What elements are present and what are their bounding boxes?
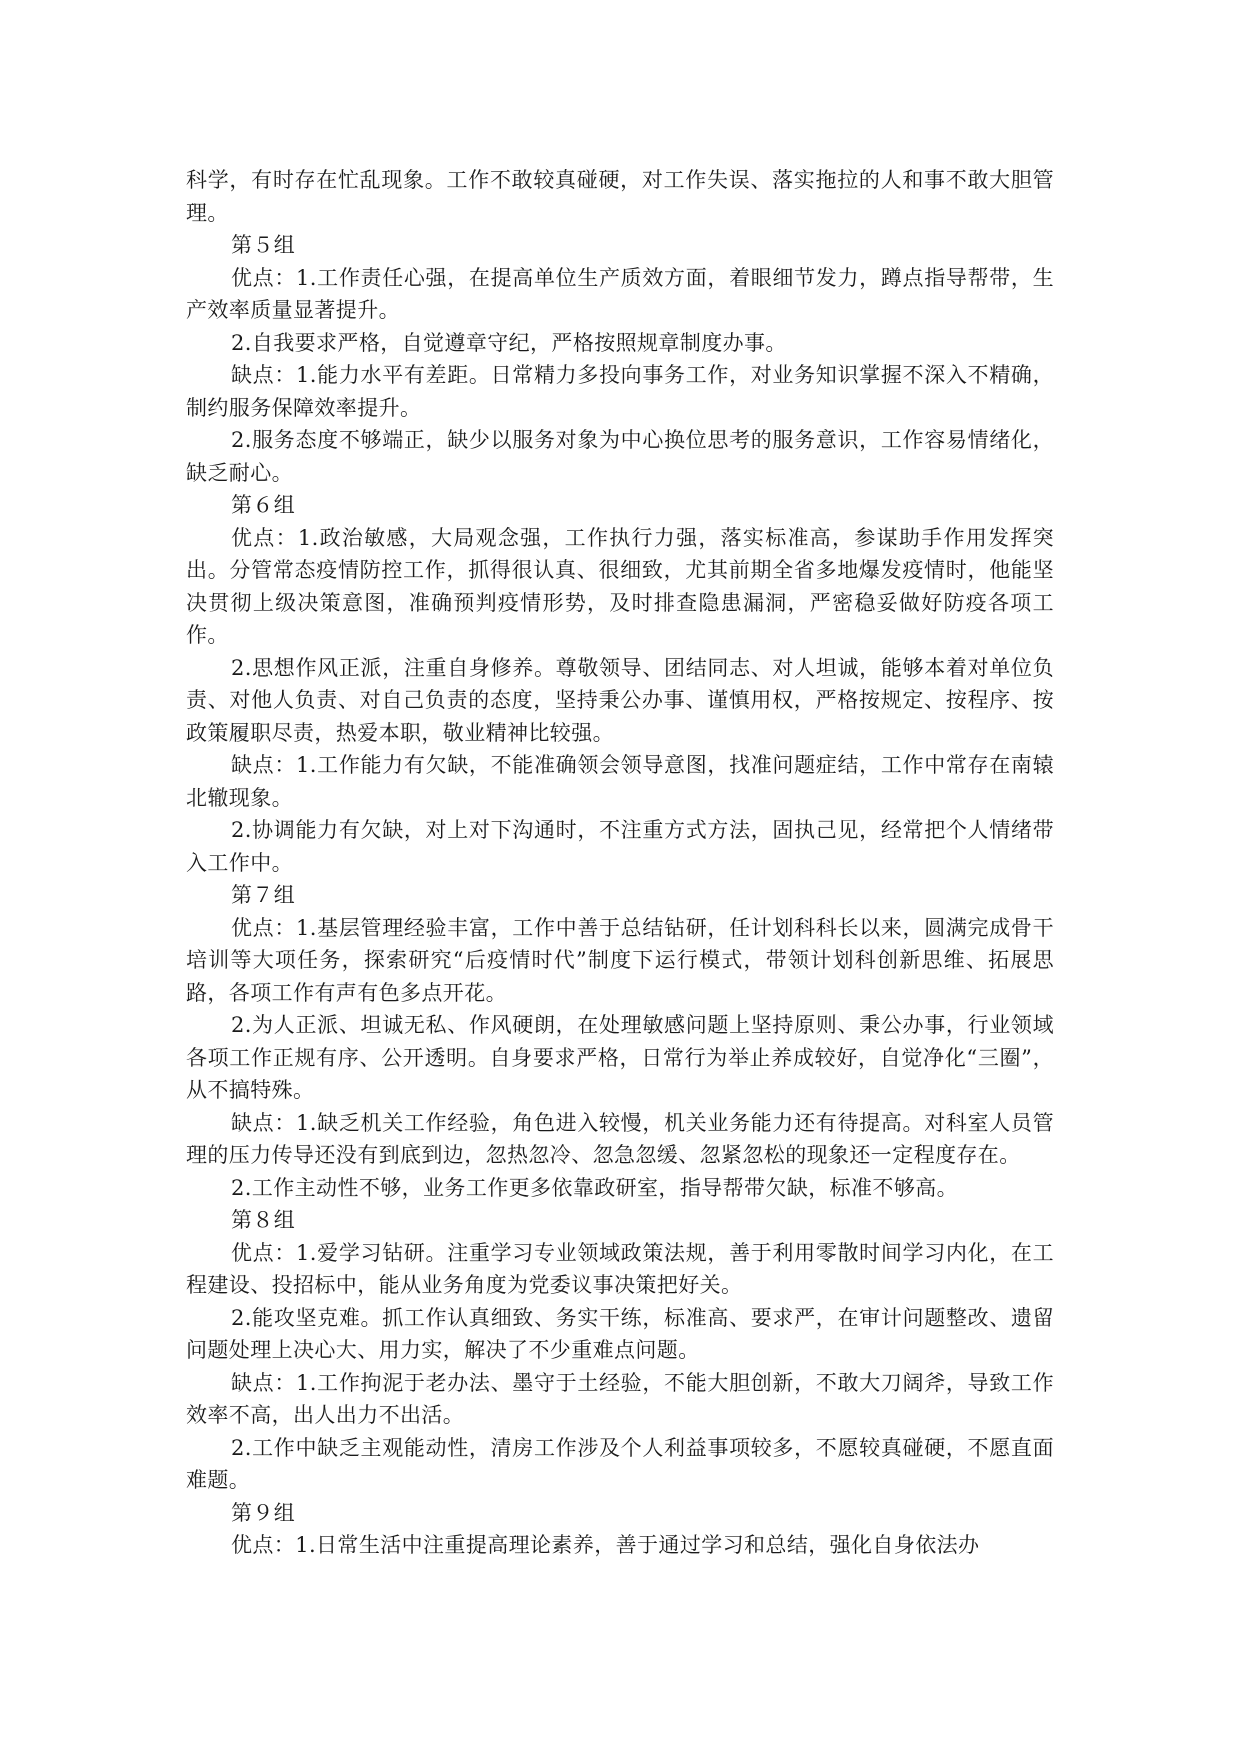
paragraph-22: 优点：1.日常生活中注重提高理论素养，善于通过学习和总结，强化自身依法办 <box>231 1533 980 1557</box>
paragraph-0: 科学，有时存在忙乱现象。工作不敢较真碰硬，对工作失误、落实拖拉的人和事不敢大胆管理。 <box>186 168 1054 225</box>
paragraph-14: 缺点：1.缺乏机关工作经验，角色进入较慢，机关业务能力还有待提高。对科室人员管理的压力传导还没有到底到边，忽热忽冷、忽急忽缓、忽紧忽松的现象还一定程度存在。 <box>186 1110 1054 1167</box>
paragraph-3: 2.自我要求严格，自觉遵章守纪，严格按照规章制度办事。 <box>231 330 787 355</box>
paragraph-10: 2.协调能力有欠缺，对上对下沟通时，不注重方式方法，固执己见，经常把个人情绪带入工作中。 <box>186 818 1054 875</box>
group-heading-5: 第５组 <box>231 233 296 257</box>
paragraph-19: 缺点：1.工作拘泥于老办法、墨守于土经验，不能大胆创新，不敢大刀阔斧，导致工作效率不高，出人出力不出活。 <box>186 1370 1054 1427</box>
group-heading-6: 第６组 <box>231 493 296 517</box>
paragraph-9: 缺点：1.工作能力有欠缺，不能准确领会领导意图，找准问题症结，工作中常存在南辕北辙现象。 <box>186 753 1054 810</box>
paragraph-2: 优点：1.工作责任心强，在提高单位生产质效方面，着眼细节发力，蹲点指导帮带，生产效率质量显著提升。 <box>186 265 1054 322</box>
group-heading-9: 第９组 <box>231 1500 296 1525</box>
paragraph-17: 优点：1.爱学习钻研。注重学习专业领域政策法规，善于利用零散时间学习内化，在工程建设、投招标中，能从业务角度为党委议事决策把好关。 <box>186 1240 1054 1297</box>
group-heading-8: 第８组 <box>231 1208 296 1232</box>
group-heading-7: 第７组 <box>231 883 296 907</box>
paragraph-8: 2.思想作风正派，注重自身修养。尊敬领导、团结同志、对人坦诚，能够本着对单位负责、对他人负责、对自己负责的态度，坚持秉公办事、谨慎用权，严格按规定、按程序、按政策履职尽责，热爱本职，敬业精神比较强。 <box>186 655 1054 745</box>
document-page <box>186 164 1054 1562</box>
paragraph-4: 缺点：1.能力水平有差距。日常精力多投向事务工作，对业务知识掌握不深入不精确，制约服务保障效率提升。 <box>186 363 1054 420</box>
paragraph-7: 优点：1.政治敏感，大局观念强，工作执行力强，落实标准高，参谋助手作用发挥突出。分管常态疫情防控工作，抓得很认真、很细致，尤其前期全省多地爆发疫情时，他能坚决贯彻上级决策意图，准确预判疫情形势，及时排查隐患漏洞，严密稳妥做好防疫各项工作。 <box>186 525 1054 647</box>
paragraph-15: 2.工作主动性不够，业务工作更多依靠政研室，指导帮带欠缺，标准不够高。 <box>231 1175 959 1200</box>
paragraph-20: 2.工作中缺乏主观能动性，清房工作涉及个人利益事项较多，不愿较真碰硬，不愿直面难题。 <box>186 1435 1054 1492</box>
paragraph-12: 优点：1.基层管理经验丰富，工作中善于总结钻研，任计划科科长以来，圆满完成骨干培训等大项任务，探索研究“后疫情时代”制度下运行模式，带领计划科创新思维、拓展思路，各项工作有声有色多点开花。 <box>186 915 1054 1005</box>
paragraph-13: 2.为人正派、坦诚无私、作风硬朗，在处理敏感问题上坚持原则、秉公办事，行业领域各项工作正规有序、公开透明。自身要求严格，日常行为举止养成较好，自觉净化“三圈”，从不搞特殊。 <box>186 1013 1054 1102</box>
paragraph-18: 2.能攻坚克难。抓工作认真细致、务实干练，标准高、要求严，在审计问题整改、遗留问题处理上决心大、用力实，解决了不少重难点问题。 <box>186 1305 1054 1362</box>
paragraph-5: 2.服务态度不够端正，缺少以服务对象为中心换位思考的服务意识，工作容易情绪化，缺乏耐心。 <box>186 428 1054 485</box>
